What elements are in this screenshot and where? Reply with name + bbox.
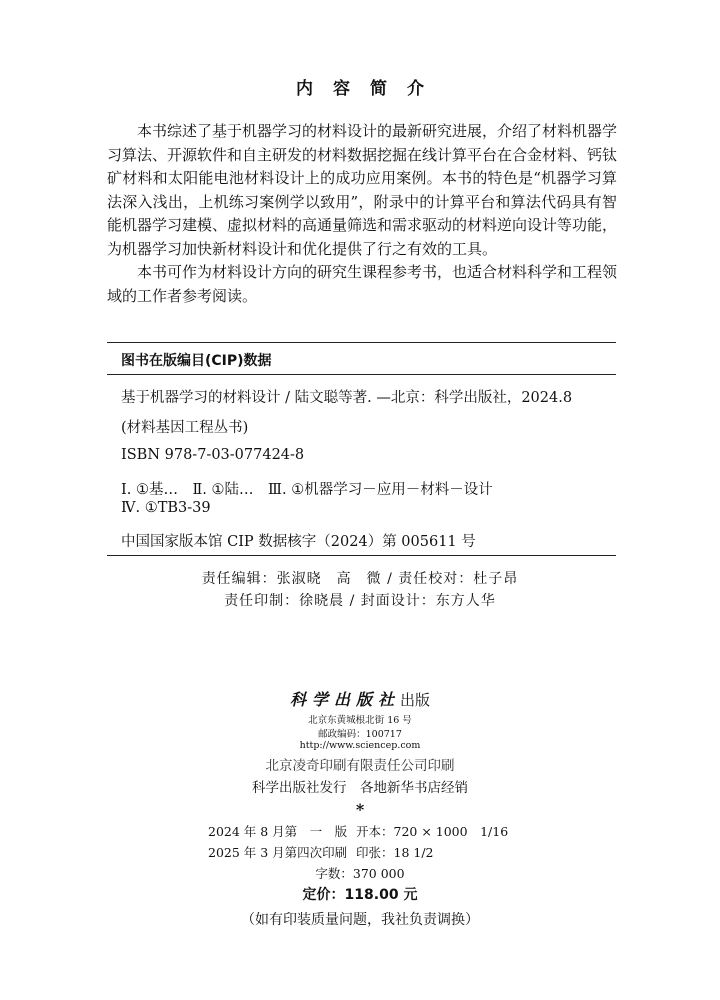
staff-production: 责任印制：徐晓晨 / 封面设计：东方人华 (224, 593, 496, 609)
cip-line-series: (材料基因工程丛书) (121, 420, 249, 436)
cip-heading: 图书在版编目(CIP)数据 (121, 353, 272, 369)
cip-line-record-number: 中国国家版本馆 CIP 数据核字（2024）第 005611 号 (121, 534, 476, 550)
book-format: 开本：720 × 1000 1/16 (356, 824, 509, 839)
publisher-address: 北京东黄城根北街 16 号 (308, 715, 412, 726)
cip-line-classification: Ⅰ. ①基… Ⅱ. ①陆… Ⅲ. ①机器学习－应用－材料－设计 (121, 482, 493, 498)
printed-sheets: 印张：18 1/2 (356, 845, 434, 860)
cip-line-title: 基于机器学习的材料设计 / 陆文聪等著. —北京：科学出版社，2024.8 (121, 390, 573, 406)
publisher-logo: 科学出版社 (289, 690, 400, 709)
price: 定价：118.00 元 (302, 887, 418, 903)
edition-line-2 (208, 843, 434, 861)
word-count: 字数：370 000 (315, 866, 405, 881)
printer-line: 北京凌奇印刷有限责任公司印刷 (265, 758, 455, 774)
cip-data-box (107, 342, 616, 556)
summary-body (107, 120, 617, 308)
first-edition-date: 2024 年 8 月第 一 版 (208, 824, 348, 839)
summary-paragraph-1: 本书综述了基于机器学习的材料设计的最新研究进展，介绍了材料机器学习算法、开源软件和自主研发的材料数据挖掘在线计算平台在合金材料、钙钛矿材料和太阳能电池材料设计上的成功应用案例。本书的特色是“机器学习算法深入浅出，上机练习案例学以致用”，附录中的计算平台和算法代码具有智能机器学习建模、虚拟材料的高通量筛选和需求驱动的材料逆向设计等功能，为机器学习加快新材料设计和优化提供了行之有效的工具。 (107, 122, 618, 258)
publisher-suffix: 出版 (400, 691, 431, 709)
publisher-line (0, 687, 720, 710)
print-run-date: 2025 年 3 月第四次印刷 (208, 845, 348, 860)
quality-notice: （如有印装质量问题，我社负责调换） (241, 912, 479, 928)
cip-divider (107, 374, 616, 375)
edition-line-1 (208, 822, 508, 840)
publisher-postcode: 邮政编码：100717 (318, 729, 402, 740)
distribution-line: 科学出版社发行 各地新华书店经销 (252, 780, 468, 796)
summary-paragraph-2: 本书可作为材料设计方向的研究生课程参考书，也适合材料科学和工程领域的工作者参考阅读。 (107, 263, 618, 305)
staff-editors: 责任编辑：张淑晓 高 微 / 责任校对：杜子昂 (201, 571, 519, 587)
cip-line-isbn: ISBN 978-7-03-077424-8 (121, 447, 305, 463)
summary-title: 内容简介 (296, 79, 444, 99)
separator-asterisk: * (355, 800, 365, 819)
cip-line-class-code: Ⅳ. ①TB3-39 (121, 500, 211, 516)
publisher-url: http://www.sciencep.com (299, 740, 421, 751)
